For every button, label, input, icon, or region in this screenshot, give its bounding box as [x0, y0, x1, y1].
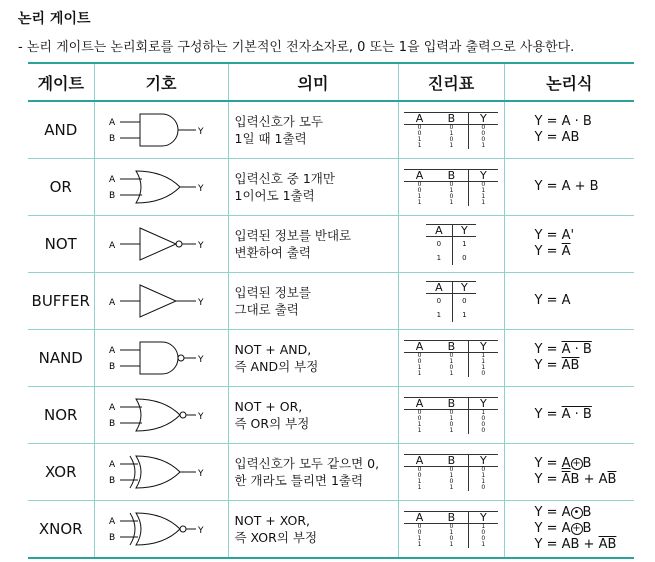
pin-y: Y — [198, 127, 204, 137]
gate-name: OR — [28, 159, 94, 216]
gate-meaning: 입력신호 중 1개만 1이어도 1출력 — [228, 159, 398, 216]
gate-name: XOR — [28, 444, 94, 501]
not-gate-symbol — [94, 216, 228, 273]
pin-y: Y — [198, 355, 204, 365]
truth-table-value: 0 — [468, 137, 498, 143]
truth-table-value: 1 — [417, 477, 422, 485]
header-truth-table: 진리표 — [398, 63, 504, 101]
truth-table — [404, 397, 498, 434]
truth-table — [426, 224, 476, 265]
truth-table-header: A — [404, 169, 435, 181]
truth-table-value: 0 — [468, 371, 498, 377]
truth-table-header: Y — [468, 454, 498, 466]
gate-meaning: 입력신호가 모두 같으면 0, 한 개라도 틀리면 1출력 — [228, 444, 398, 501]
truth-table-value: 0 — [449, 135, 454, 143]
page-title: 논리 게이트 — [18, 11, 91, 27]
truth-table-header: A — [404, 340, 435, 352]
truth-table-value: 1 — [468, 479, 498, 485]
and-gate-symbol — [94, 101, 228, 159]
truth-table-header: B — [435, 112, 468, 124]
header-meaning: 의미 — [228, 63, 398, 101]
truth-table-value: 1 — [468, 143, 498, 149]
pin-y: Y — [198, 526, 204, 536]
gate-meaning: NOT + AND, 즉 AND의 부정 — [228, 330, 398, 387]
truth-table-value: 0 — [449, 363, 454, 371]
pin-b: B — [109, 191, 116, 201]
gate-row-or — [28, 159, 634, 216]
truth-table-value: 0 — [449, 408, 454, 416]
truth-table-value: 0 — [417, 528, 422, 536]
logic-expression: Y = A + B $Y = \overline{A}B + A\overline{B}$ — [504, 444, 634, 501]
truth-table-value: 1 — [468, 523, 498, 530]
truth-table — [404, 454, 498, 491]
truth-table-value: 0 — [468, 428, 498, 434]
gate-row-not — [28, 216, 634, 273]
truth-table-value: 1 — [449, 540, 454, 548]
truth-table-value: 1 — [417, 135, 422, 143]
truth-table-value: 1 — [417, 363, 422, 371]
truth-table-value: 1 — [468, 359, 498, 365]
gate-name: NOR — [28, 387, 94, 444]
truth-table-value: 1 — [452, 236, 476, 251]
buffer-gate-symbol — [94, 273, 228, 330]
nor-gate-icon — [106, 393, 216, 437]
truth-table-header: Y — [468, 169, 498, 181]
truth-table-value: 0 — [468, 131, 498, 137]
truth-table — [404, 169, 498, 206]
gate-meaning: NOT + OR, 즉 OR의 부정 — [228, 387, 398, 444]
pin-b: B — [109, 476, 116, 486]
truth-table-value: 1 — [468, 200, 498, 206]
xnor-operator-icon: • — [571, 507, 583, 519]
pin-a: A — [109, 460, 116, 470]
gate-row-xnor — [28, 501, 634, 559]
truth-table-value: 1 — [417, 540, 422, 548]
truth-table-header: B — [435, 454, 468, 466]
truth-table-value: 0 — [449, 534, 454, 542]
truth-table — [404, 511, 498, 548]
pin-a: A — [109, 346, 116, 356]
truth-table-value: 0 — [452, 251, 476, 265]
truth-table-header: Y — [468, 511, 498, 523]
truth-table-value: 1 — [436, 253, 442, 262]
truth-table-value: 1 — [449, 528, 454, 536]
truth-table-value: 0 — [417, 471, 422, 479]
gate-meaning: 입력된 정보를 반대로 변환하여 출력 — [228, 216, 398, 273]
truth-table-value: 1 — [468, 409, 498, 416]
truth-table-cell — [398, 387, 504, 444]
pin-y: Y — [198, 469, 204, 479]
truth-table-header: Y — [468, 397, 498, 409]
truth-table-row — [426, 251, 476, 265]
pin-y: Y — [198, 412, 204, 422]
truth-table-value: 0 — [468, 485, 498, 491]
truth-table-header: Y — [452, 224, 476, 236]
and-gate-icon — [106, 108, 216, 152]
truth-table-value: 0 — [468, 530, 498, 536]
truth-table-value: 1 — [449, 186, 454, 194]
truth-table-value: 0 — [449, 192, 454, 200]
logic-expression: Y = A — [504, 273, 634, 330]
pin-b: B — [109, 362, 116, 372]
logic-gate-table — [28, 62, 634, 559]
truth-table-value: 1 — [417, 192, 422, 200]
truth-table-row — [404, 371, 498, 377]
truth-table-header: A — [404, 397, 435, 409]
truth-table-value: 1 — [417, 141, 422, 149]
gate-meaning: 입력신호가 모두 1일 때 1출력 — [228, 101, 398, 159]
truth-table-value: 1 — [468, 542, 498, 548]
truth-table-value: 1 — [417, 534, 422, 542]
header-row — [28, 63, 634, 101]
logic-expression: Y = A' $Y = \overline{A}$ — [504, 216, 634, 273]
truth-table-value: 1 — [452, 308, 476, 322]
gate-meaning: NOT + XOR, 즉 XOR의 부정 — [228, 501, 398, 559]
truth-table-value: 0 — [449, 180, 454, 188]
gate-name: AND — [28, 101, 94, 159]
truth-table-value: 0 — [449, 420, 454, 428]
truth-table-value: 1 — [417, 198, 422, 206]
gate-name: XNOR — [28, 501, 94, 559]
truth-table-value: 1 — [468, 188, 498, 194]
truth-table-row — [426, 236, 476, 251]
truth-table-header: A — [404, 511, 435, 523]
not-gate-icon — [106, 222, 216, 266]
or-gate-icon — [106, 165, 216, 209]
truth-table-row — [404, 143, 498, 149]
truth-table-value: 1 — [449, 426, 454, 434]
xor-gate-symbol — [94, 444, 228, 501]
truth-table-value: 1 — [449, 414, 454, 422]
truth-table-cell — [398, 444, 504, 501]
gate-row-nor — [28, 387, 634, 444]
xor-operator-icon: + — [572, 457, 581, 469]
truth-table-value: 1 — [449, 369, 454, 377]
truth-table-value: 1 — [468, 365, 498, 371]
truth-table-value: 0 — [417, 129, 422, 137]
gate-name: NOT — [28, 216, 94, 273]
header-expression: 논리식 — [504, 63, 634, 101]
nor-gate-symbol — [94, 387, 228, 444]
logic-expression: Y = A • B Y = A + B Y = AB + $\overline{AB}$ — [504, 501, 634, 559]
pin-b: B — [109, 419, 116, 429]
truth-table-header: Y — [468, 112, 498, 124]
truth-table-value: 0 — [449, 123, 454, 131]
truth-table-value: 0 — [468, 124, 498, 131]
truth-table-cell — [398, 216, 504, 273]
truth-table-value: 1 — [417, 426, 422, 434]
or-gate-symbol — [94, 159, 228, 216]
truth-table-value: 1 — [449, 471, 454, 479]
truth-table-value: 0 — [436, 296, 442, 305]
pin-y: Y — [198, 241, 204, 251]
truth-table-value: 1 — [436, 310, 442, 319]
truth-table — [404, 112, 498, 149]
gate-name: BUFFER — [28, 273, 94, 330]
pin-a: A — [109, 517, 116, 527]
truth-table-cell — [398, 330, 504, 387]
truth-table-header: A — [426, 224, 452, 236]
truth-table-value: 0 — [468, 536, 498, 542]
truth-table-cell — [398, 101, 504, 159]
pin-y: Y — [198, 184, 204, 194]
truth-table-value: 0 — [468, 416, 498, 422]
pin-a: A — [109, 298, 116, 308]
truth-table-value: 0 — [417, 123, 422, 131]
gate-meaning: 입력된 정보를 그대로 출력 — [228, 273, 398, 330]
truth-table-value: 1 — [449, 357, 454, 365]
truth-table-row — [404, 485, 498, 491]
truth-table-row — [404, 542, 498, 548]
truth-table-value: 0 — [449, 477, 454, 485]
header-gate: 게이트 — [28, 63, 94, 101]
truth-table-header: A — [426, 281, 452, 293]
description: - 논리 게이트는 논리회로를 구성하는 기본적인 전자소자로, 0 또는 1을 입력과 출력으로 사용한다. — [18, 40, 575, 55]
truth-table-value: 1 — [417, 483, 422, 491]
truth-table-header: Y — [468, 340, 498, 352]
truth-table-value: 0 — [449, 522, 454, 530]
truth-table-value: 0 — [417, 522, 422, 530]
xnor-gate-icon — [106, 507, 216, 551]
gate-name: NAND — [28, 330, 94, 387]
truth-table-value: 0 — [417, 351, 422, 359]
truth-table-row — [426, 308, 476, 322]
xnor-gate-symbol — [94, 501, 228, 559]
xor-operator-icon: + — [572, 522, 581, 534]
truth-table-value: 0 — [417, 465, 422, 473]
gate-row-and — [28, 101, 634, 159]
nand-gate-icon — [106, 336, 216, 380]
truth-table-value: 0 — [436, 239, 442, 248]
gate-row-xor — [28, 444, 634, 501]
logic-expression: Y = A + B — [504, 159, 634, 216]
pin-a: A — [109, 403, 116, 413]
truth-table-value: 1 — [468, 352, 498, 359]
truth-table — [404, 340, 498, 377]
truth-table-header: B — [435, 169, 468, 181]
gate-row-buffer — [28, 273, 634, 330]
gate-row-nand — [28, 330, 634, 387]
truth-table-header: B — [435, 340, 468, 352]
nand-gate-symbol — [94, 330, 228, 387]
truth-table-value: 1 — [449, 141, 454, 149]
logic-expression: Y = A · B $Y = \overline{AB}$ — [504, 330, 634, 387]
truth-table-row — [426, 293, 476, 308]
xor-gate-icon — [106, 450, 216, 494]
pin-a: A — [109, 118, 116, 128]
truth-table-value: 1 — [449, 129, 454, 137]
truth-table-value: 0 — [468, 422, 498, 428]
truth-table-value: 1 — [468, 473, 498, 479]
pin-b: B — [109, 533, 116, 543]
pin-a: A — [109, 241, 116, 251]
truth-table-value: 1 — [449, 198, 454, 206]
truth-table-header: B — [435, 511, 468, 523]
truth-table-value: 1 — [468, 194, 498, 200]
truth-table-value: 0 — [468, 466, 498, 473]
truth-table — [426, 281, 476, 322]
logic-expression: Y = A · B Y = AB — [504, 101, 634, 159]
truth-table-cell — [398, 273, 504, 330]
truth-table-value: 0 — [417, 357, 422, 365]
truth-table-value: 0 — [449, 465, 454, 473]
truth-table-value: 0 — [417, 186, 422, 194]
header-symbol: 기호 — [94, 63, 228, 101]
truth-table-header: B — [435, 397, 468, 409]
truth-table-cell — [398, 501, 504, 559]
truth-table-value: 0 — [417, 408, 422, 416]
truth-table-header: A — [404, 112, 435, 124]
truth-table-value: 1 — [417, 420, 422, 428]
logic-expression: Y = A · B — [504, 387, 634, 444]
pin-b: B — [109, 134, 116, 144]
truth-table-row — [404, 200, 498, 206]
truth-table-value: 0 — [417, 414, 422, 422]
truth-table-row — [404, 428, 498, 434]
truth-table-cell — [398, 159, 504, 216]
buffer-gate-icon — [106, 279, 216, 323]
truth-table-value: 1 — [417, 369, 422, 377]
pin-a: A — [109, 175, 116, 185]
truth-table-value: 0 — [449, 351, 454, 359]
truth-table-value: 0 — [452, 293, 476, 308]
truth-table-header: A — [404, 454, 435, 466]
truth-table-value: 0 — [417, 180, 422, 188]
truth-table-value: 0 — [468, 181, 498, 188]
truth-table-value: 1 — [449, 483, 454, 491]
pin-y: Y — [198, 298, 204, 308]
truth-table-header: Y — [452, 281, 476, 293]
